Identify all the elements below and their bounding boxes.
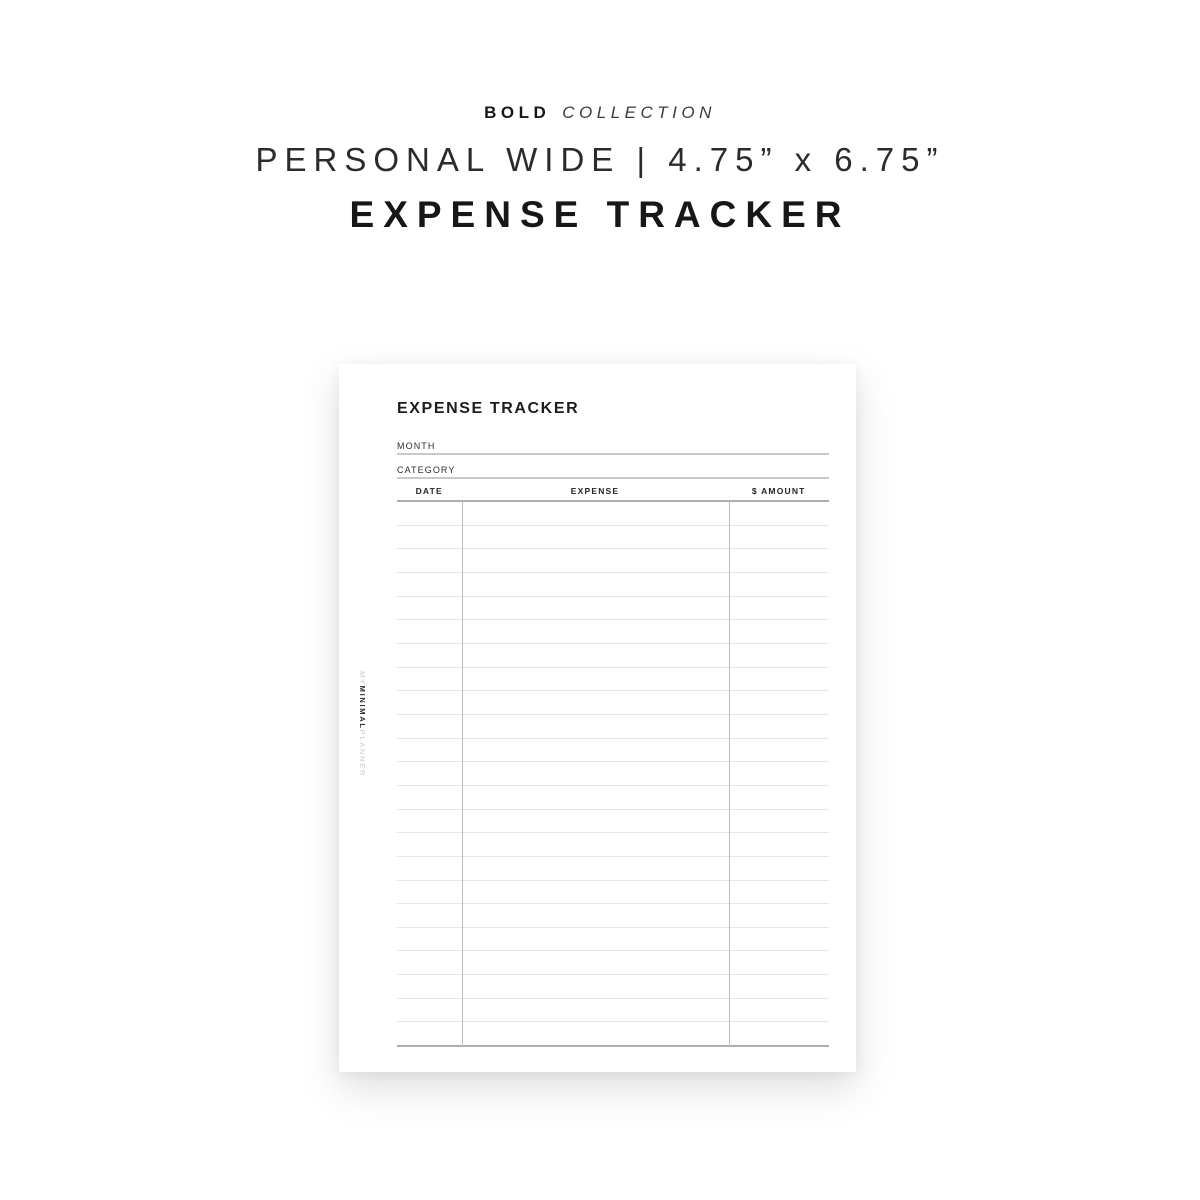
collection-word: COLLECTION (562, 103, 716, 122)
month-label: MONTH (397, 441, 436, 451)
column-divider-expense-amount (729, 502, 730, 1047)
size-line: PERSONAL WIDE | 4.75” x 6.75” (255, 141, 945, 178)
collection-name: BOLD (484, 103, 551, 122)
column-header-expense: EXPENSE (570, 486, 620, 496)
sheet-title: EXPENSE TRACKER (397, 400, 580, 417)
column-header-date: DATE (415, 486, 443, 496)
column-header-amount: $ AMOUNT (751, 486, 806, 496)
collection-line (0, 103, 1200, 123)
product-title: EXPENSE TRACKER (349, 194, 851, 235)
table-header-row (397, 482, 829, 502)
brand-suffix: PLANNER (358, 729, 367, 777)
category-field (397, 460, 829, 479)
brand-name: MINIMAL (358, 685, 367, 730)
brand-prefix: MY (358, 671, 367, 686)
category-label: CATEGORY (397, 465, 456, 475)
brand-watermark (358, 671, 367, 777)
month-field (397, 436, 829, 455)
planner-page-mockup (339, 364, 856, 1072)
column-divider-date-expense (462, 502, 463, 1047)
